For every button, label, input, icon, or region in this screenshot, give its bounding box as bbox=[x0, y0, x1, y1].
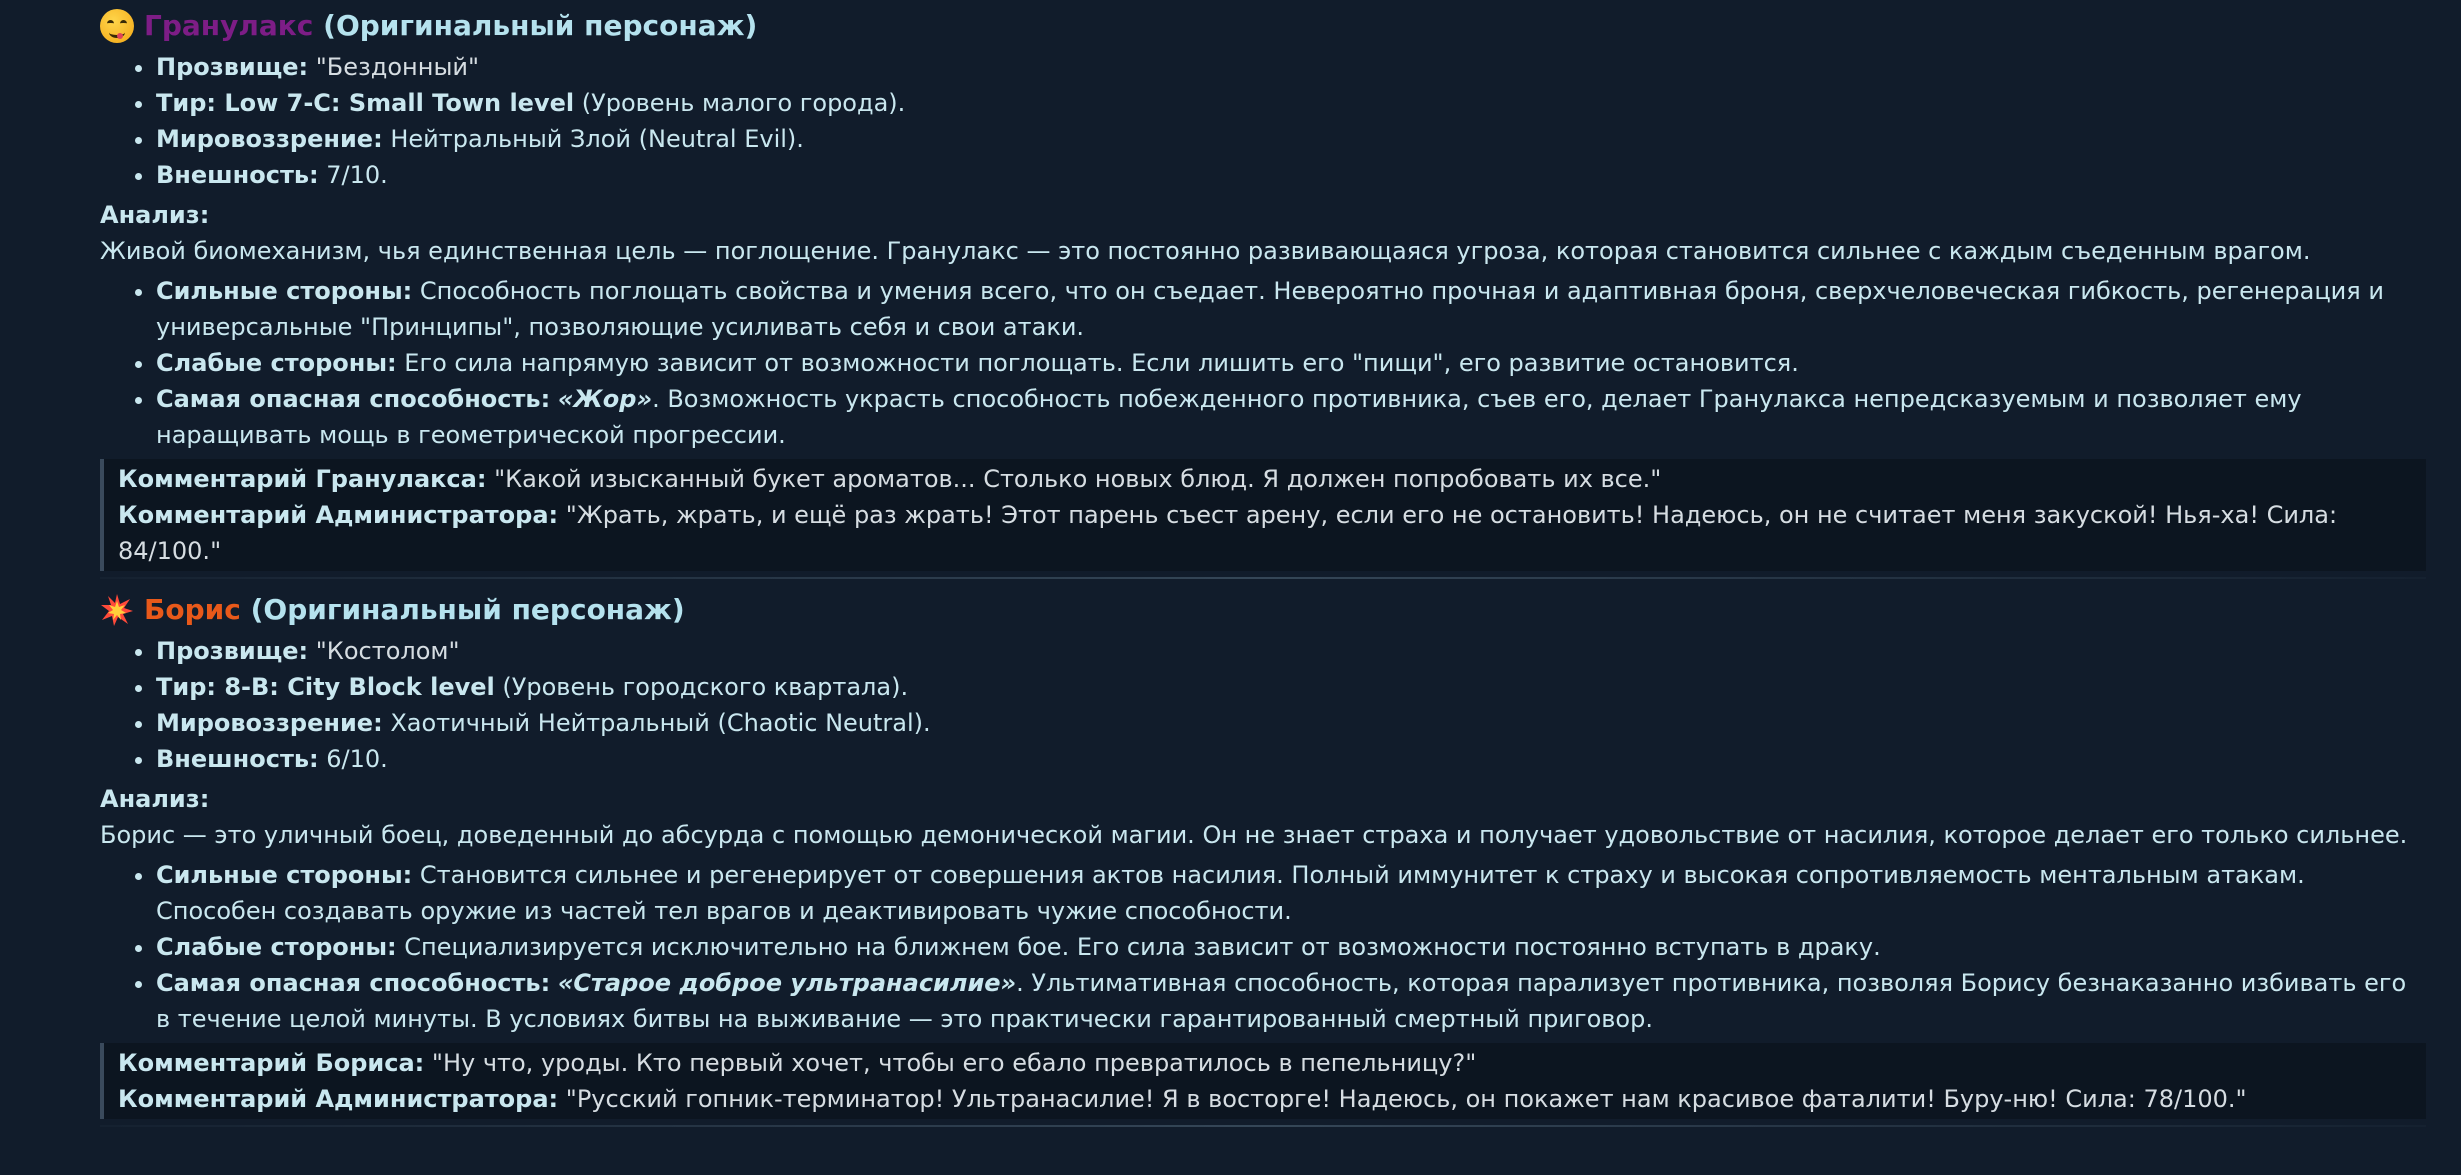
character-name: Борис bbox=[144, 593, 241, 626]
character-card-granulax bbox=[100, 5, 2426, 571]
stat-nickname: • Прозвище: "Костолом" bbox=[156, 633, 2426, 669]
stat-alignment: • Мировоззрение: Нейтральный Злой (Neutral Evil). bbox=[156, 121, 2426, 157]
comment-admin: Комментарий Администратора: "Русский гопник-терминатор! Ультранасилие! Я в восторге! Надеюсь, он покажет нам красивое фаталити! Буру-ню! Сила: 78/100." bbox=[118, 1085, 2247, 1113]
content-area bbox=[100, 5, 2426, 1137]
comments-blockquote bbox=[100, 1043, 2426, 1119]
stat-alignment: • Мировоззрение: Хаотичный Нейтральный (Chaotic Neutral). bbox=[156, 705, 2426, 741]
point-weaknesses: • Слабые стороны: Специализируется исключительно на ближнем бое. Его сила зависит от возможности постоянно вступать в драку. bbox=[156, 929, 2426, 965]
point-strengths: • Сильные стороны: Становится сильнее и регенерирует от совершения актов насилия. Полный иммунитет к страху и высокая сопротивляемость ментальным атакам. Способен создавать оружие из частей тел врагов и деактивировать чужие способности. bbox=[156, 857, 2426, 929]
divider bbox=[100, 577, 2426, 579]
analysis-heading: Анализ: bbox=[100, 201, 210, 229]
comment-character: Комментарий Гранулакса: "Какой изысканный букет ароматов... Столько новых блюд. Я должен попробовать их все." bbox=[118, 465, 1662, 493]
analysis-points bbox=[100, 273, 2426, 453]
character-origin: (Оригинальный персонаж) bbox=[323, 9, 758, 42]
smiling-face-icon bbox=[100, 9, 134, 43]
stat-appearance: • Внешность: 7/10. bbox=[156, 157, 2426, 193]
analysis-heading: Анализ: bbox=[100, 785, 210, 813]
character-title bbox=[100, 589, 2426, 631]
analysis-points bbox=[100, 857, 2426, 1037]
point-weaknesses: • Слабые стороны: Его сила напрямую зависит от возможности поглощать. Если лишить его "пищи", его развитие остановится. bbox=[156, 345, 2426, 381]
stats-list bbox=[100, 49, 2426, 193]
analysis-text: Живой биомеханизм, чья единственная цель — поглощение. Гранулакс — это постоянно развивающаяся угроза, которая становится сильнее с каждым съеденным врагом. bbox=[100, 237, 2311, 265]
point-dangerous-ability: • Самая опасная способность: «Жор». Возможность украсть способность побежденного противника, съев его, делает Гранулакса непредсказуемым и позволяет ему наращивать мощь в геометрической прогрессии. bbox=[156, 381, 2426, 453]
character-origin: (Оригинальный персонаж) bbox=[250, 593, 685, 626]
collision-icon bbox=[100, 593, 134, 627]
comment-character: Комментарий Бориса: "Ну что, уроды. Кто первый хочет, чтобы его ебало превратилось в пепельницу?" bbox=[118, 1049, 1477, 1077]
character-title bbox=[100, 5, 2426, 47]
stat-nickname: • Прозвище: "Бездонный" bbox=[156, 49, 2426, 85]
stat-tier: • Тир: 8-B: City Block level (Уровень городского квартала). bbox=[156, 669, 2426, 705]
character-name: Гранулакс bbox=[144, 9, 314, 42]
comments-blockquote bbox=[100, 459, 2426, 571]
stat-appearance: • Внешность: 6/10. bbox=[156, 741, 2426, 777]
point-strengths: • Сильные стороны: Способность поглощать свойства и умения всего, что он съедает. Невероятно прочная и адаптивная броня, сверхчеловеческая гибкость, регенерация и универсальные "Принципы", позволяющие усиливать себя и свои атаки. bbox=[156, 273, 2426, 345]
analysis-text: Борис — это уличный боец, доведенный до абсурда с помощью демонической магии. Он не знает страха и получает удовольствие от насилия, которое делает его только сильнее. bbox=[100, 821, 2408, 849]
comment-admin: Комментарий Администратора: "Жрать, жрать, и ещё раз жрать! Этот парень съест арену, если его не остановить! Надеюсь, он не считает меня закуской! Нья-ха! Сила: 84/100." bbox=[118, 501, 2338, 565]
divider bbox=[100, 1125, 2426, 1127]
stat-tier: • Тир: Low 7-C: Small Town level (Уровень малого города). bbox=[156, 85, 2426, 121]
point-dangerous-ability: • Самая опасная способность: «Старое доброе ультранасилие». Ультимативная способность, которая парализует противника, позволяя Борису безнаказанно избивать его в течение целой минуты. В условиях битвы на выживание — это практически гарантированный смертный приговор. bbox=[156, 965, 2426, 1037]
character-card-boris bbox=[100, 589, 2426, 1119]
stats-list bbox=[100, 633, 2426, 777]
